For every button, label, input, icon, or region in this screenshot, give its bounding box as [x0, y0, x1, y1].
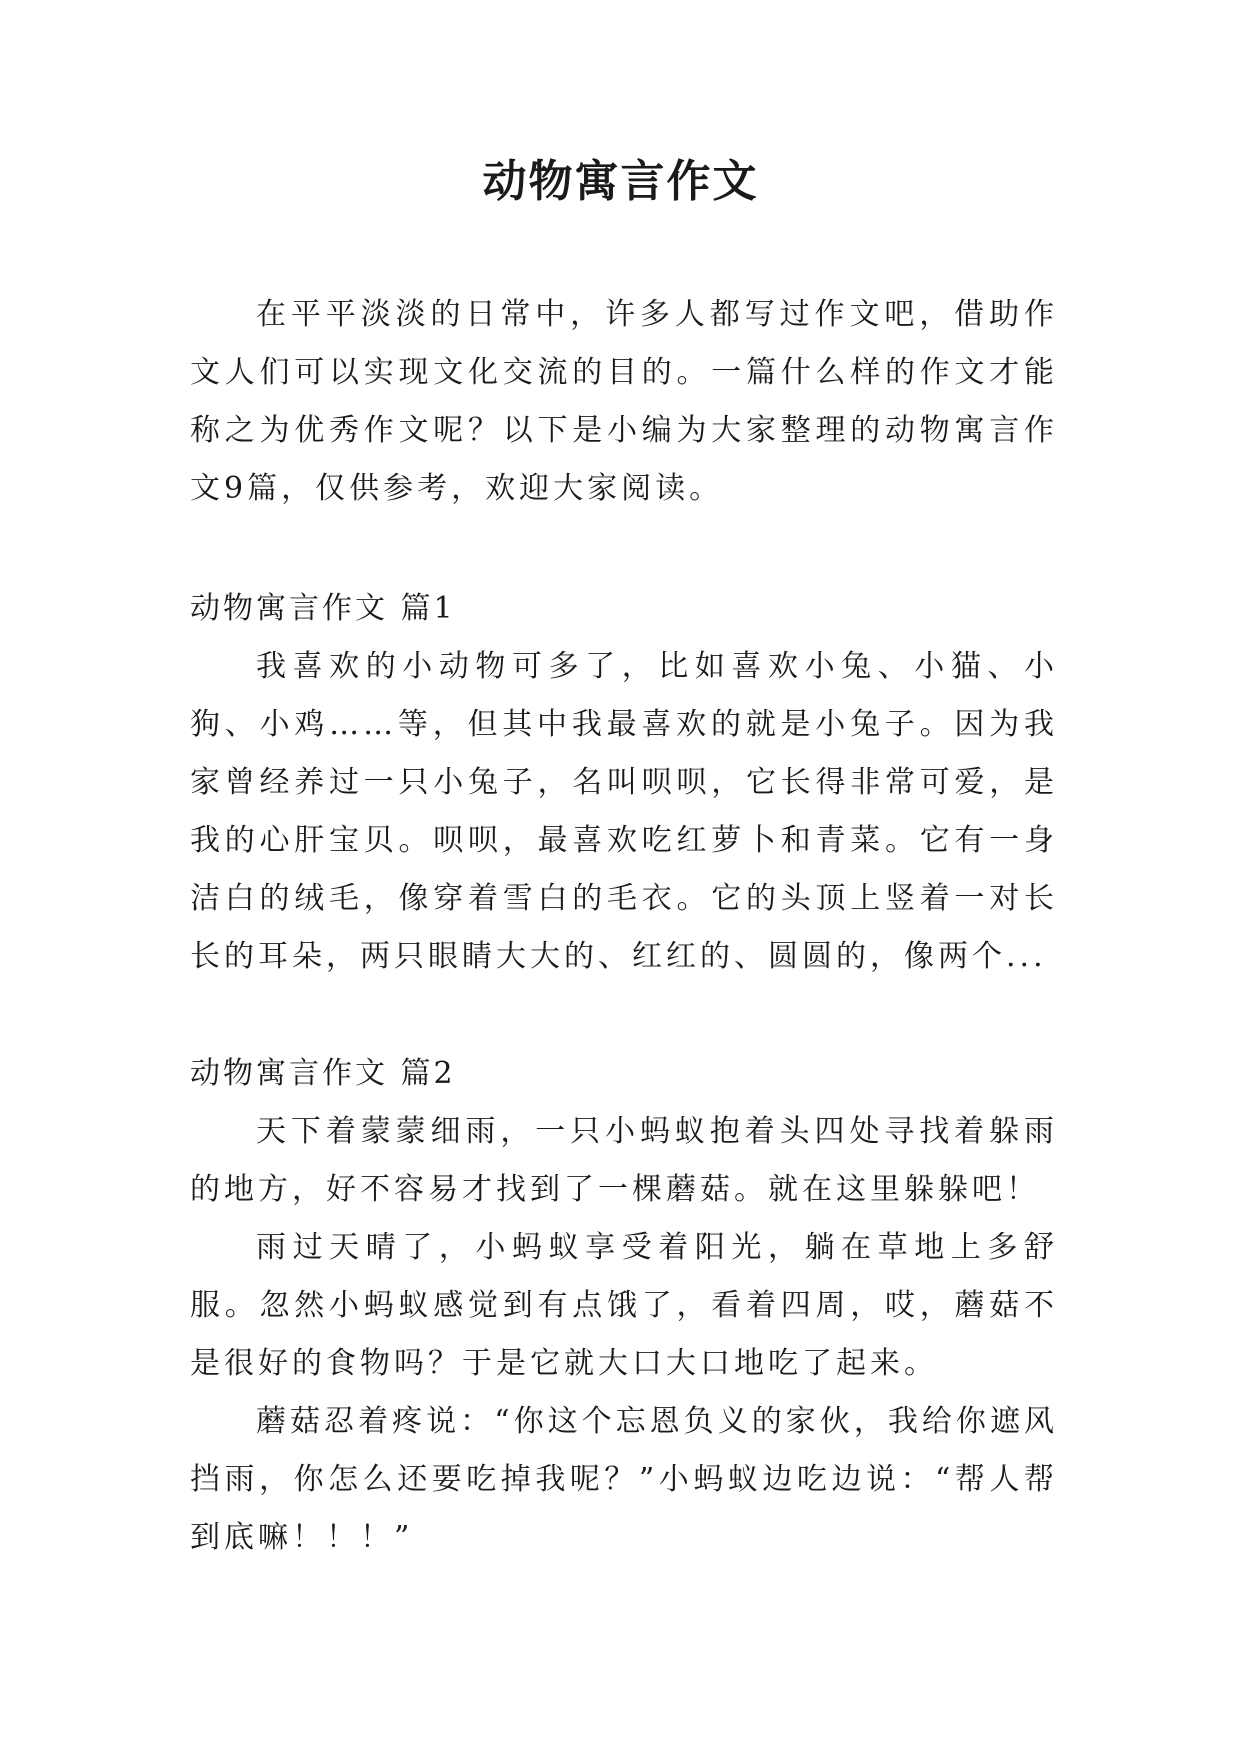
- section-heading: 动物寓言作文 篇1: [190, 591, 456, 626]
- intro-paragraph: 在平平淡淡的日常中，许多人都写过作文吧，借助作文人们可以实现文化交流的目的。一篇什么样的作文才能称之为优秀作文呢？以下是小编为大家整理的动物寓言作文9篇，仅供参考，欢迎大家阅读。: [190, 297, 1058, 506]
- section-heading: 动物寓言作文 篇2: [190, 1056, 456, 1091]
- essay-section-1: [190, 580, 1058, 986]
- essay-section-2: [190, 1045, 1058, 1567]
- section-paragraph: 我喜欢的小动物可多了，比如喜欢小兔、小猫、小狗、小鸡……等，但其中我最喜欢的就是小兔子。因为我家曾经养过一只小兔子，名叫呗呗，它长得非常可爱，是我的心肝宝贝。呗呗，最喜欢吃红萝卜和青菜。它有一身洁白的绒毛，像穿着雪白的毛衣。它的头顶上竖着一对长长的耳朵，两只眼睛大大的、红红的、圆圆的，像两个...: [190, 649, 1058, 974]
- section-paragraph: 雨过天晴了，小蚂蚁享受着阳光，躺在草地上多舒服。忽然小蚂蚁感觉到有点饿了，看着四周，哎，蘑菇不是很好的食物吗？于是它就大口大口地吃了起来。: [190, 1230, 1058, 1381]
- document-title: 动物寓言作文: [482, 156, 759, 207]
- intro-section: [190, 286, 1058, 518]
- section-paragraph: 蘑菇忍着疼说：“你这个忘恩负义的家伙，我给你遮风挡雨，你怎么还要吃掉我呢？”小蚂蚁边吃边说：“帮人帮到底嘛！！！”: [190, 1404, 1058, 1555]
- section-paragraph: 天下着蒙蒙细雨，一只小蚂蚁抱着头四处寻找着躲雨的地方，好不容易才找到了一棵蘑菇。就在这里躲躲吧！: [190, 1114, 1058, 1207]
